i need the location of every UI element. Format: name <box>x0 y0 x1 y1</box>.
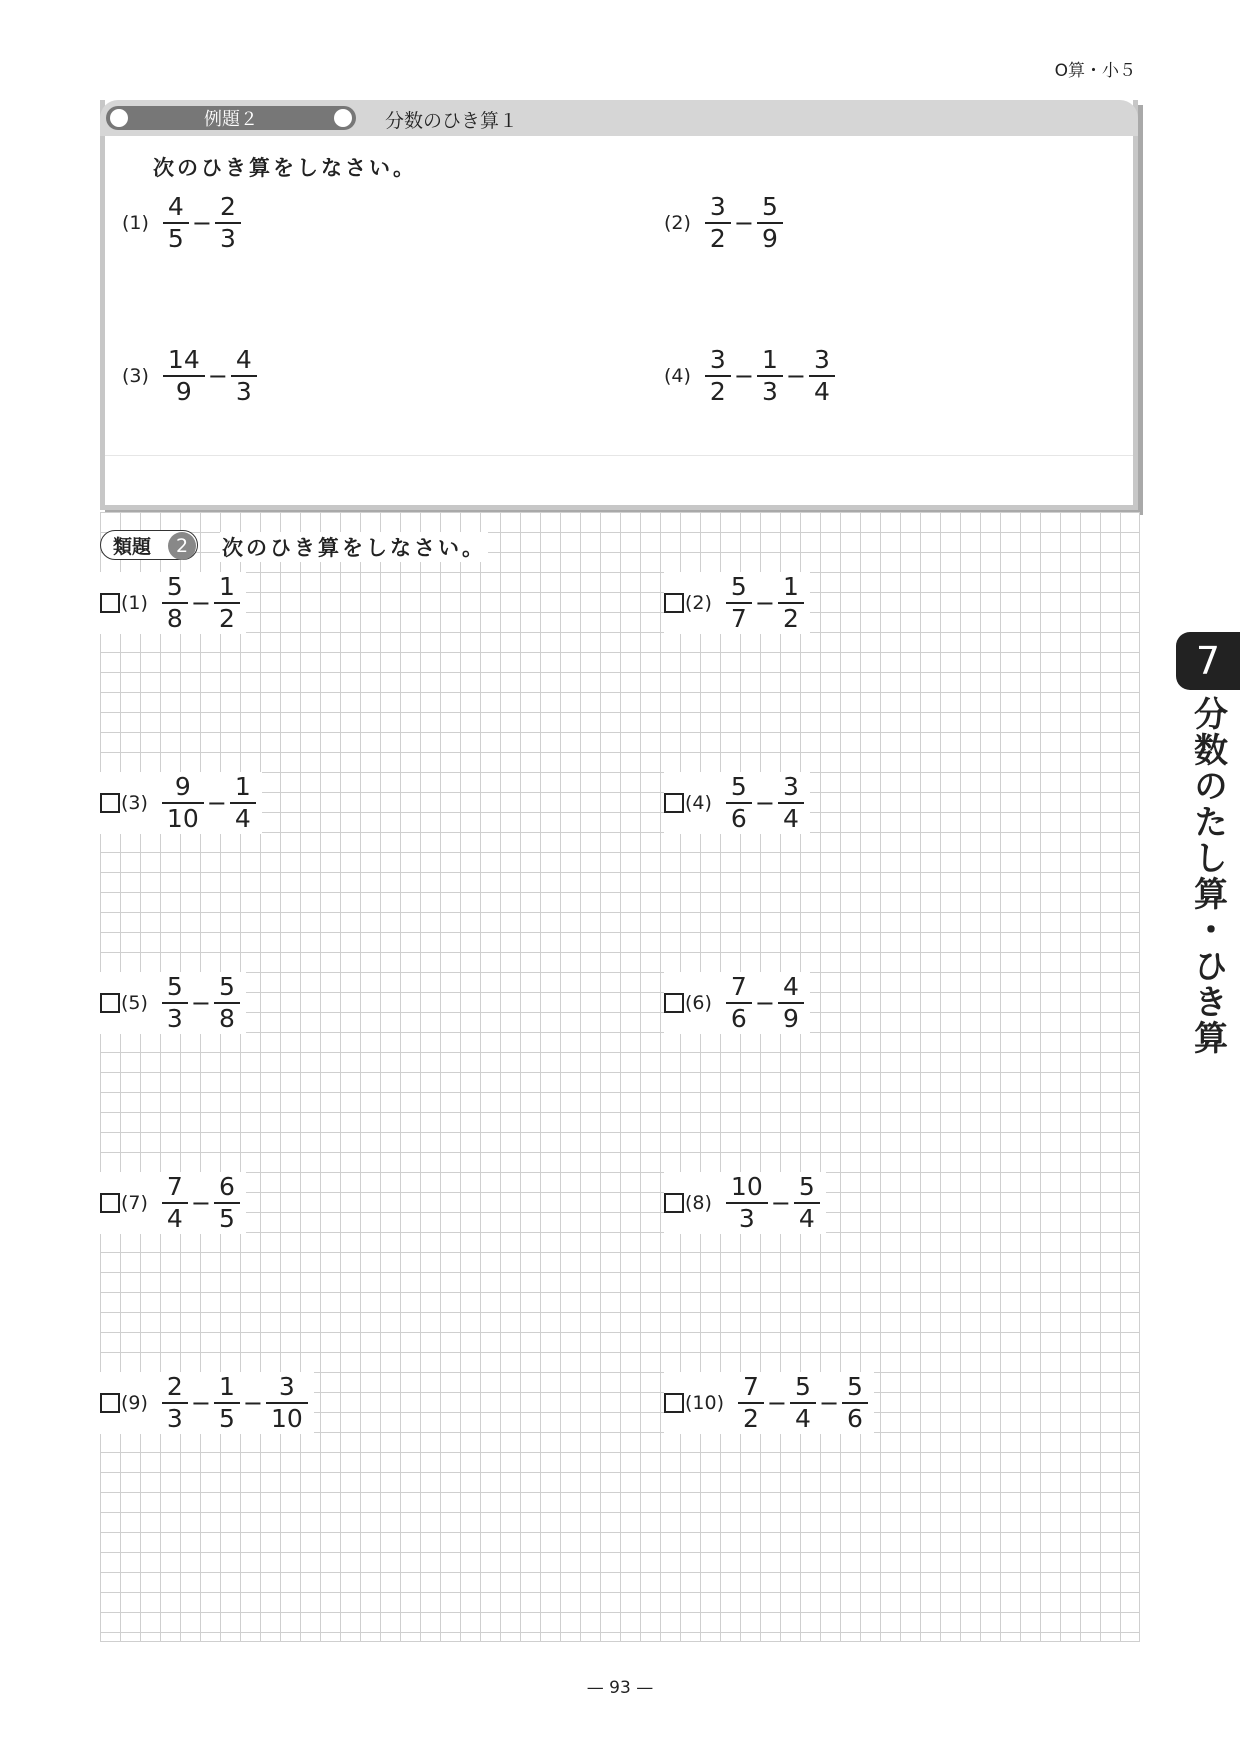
numerator: 3 <box>709 192 726 221</box>
denominator: 4 <box>795 1404 811 1433</box>
minus-sign: − <box>818 1389 840 1417</box>
problem-expression <box>162 1172 240 1234</box>
checkbox[interactable] <box>664 793 684 813</box>
problem-expression <box>162 972 240 1034</box>
problem-expression <box>726 572 804 634</box>
problem-number: (10) <box>685 1392 725 1414</box>
denominator: 2 <box>782 604 799 633</box>
numerator: 5 <box>166 572 183 601</box>
ruidai-problem-4 <box>664 772 810 834</box>
numerator: 1 <box>761 345 778 374</box>
numerator: 2 <box>166 1372 183 1401</box>
denominator: 3 <box>219 224 236 253</box>
minus-sign: − <box>207 362 228 390</box>
denominator: 2 <box>743 1404 759 1433</box>
minus-sign: − <box>190 1189 211 1217</box>
minus-sign: − <box>754 589 775 617</box>
numerator: 7 <box>166 1172 183 1201</box>
fraction <box>705 345 731 407</box>
divider <box>105 455 1133 456</box>
numerator: 5 <box>218 972 235 1001</box>
numerator: 4 <box>235 345 252 374</box>
problem-expression <box>726 972 804 1034</box>
checkbox[interactable] <box>664 1393 684 1413</box>
minus-sign: − <box>754 989 775 1017</box>
denominator: 6 <box>730 804 747 833</box>
fraction <box>162 972 188 1034</box>
problem-expression <box>738 1372 868 1434</box>
fraction <box>162 1372 188 1434</box>
denominator: 5 <box>218 1404 235 1433</box>
fraction <box>214 1372 240 1434</box>
numerator: 5 <box>166 972 183 1001</box>
example-instruction: 次のひき算をしなさい。 <box>153 156 417 180</box>
ruidai-instruction: 次のひき算をしなさい。 <box>220 532 488 562</box>
denominator: 5 <box>218 1204 235 1233</box>
ruidai-problem-10 <box>664 1372 874 1434</box>
problem-expression <box>162 772 256 834</box>
fraction <box>738 1372 764 1434</box>
circle-icon <box>334 109 352 127</box>
numerator: 9 <box>174 772 191 801</box>
denominator: 6 <box>847 1404 863 1433</box>
numerator: 3 <box>278 1372 295 1401</box>
problem-number: (8) <box>685 1192 712 1214</box>
denominator: 4 <box>813 377 830 406</box>
fraction <box>726 972 752 1034</box>
numerator: 14 <box>167 345 200 374</box>
numerator: 5 <box>847 1372 863 1401</box>
denominator: 10 <box>270 1404 303 1433</box>
problem-expression <box>726 772 804 834</box>
denominator: 7 <box>730 604 747 633</box>
fraction <box>790 1372 816 1434</box>
ruidai-problem-3 <box>100 772 262 834</box>
numerator: 1 <box>218 572 235 601</box>
denominator: 9 <box>782 1004 799 1033</box>
problem-expression <box>705 345 835 407</box>
fraction <box>842 1372 868 1434</box>
denominator: 9 <box>175 377 192 406</box>
minus-sign: − <box>190 1389 211 1417</box>
fraction <box>214 972 240 1034</box>
example-box <box>100 100 1138 510</box>
circle-icon <box>110 109 128 127</box>
problem-number: (4) <box>685 792 712 814</box>
fraction <box>705 192 731 254</box>
ruidai-number: 2 <box>168 532 196 560</box>
fraction <box>726 1172 768 1234</box>
numerator: 5 <box>795 1372 811 1401</box>
fraction <box>778 572 804 634</box>
numerator: 2 <box>219 192 236 221</box>
problem-number: (2) <box>664 212 691 234</box>
answer-grid[interactable] <box>100 512 1140 1642</box>
fraction <box>215 192 241 254</box>
fraction <box>214 572 240 634</box>
numerator: 10 <box>730 1172 763 1201</box>
checkbox[interactable] <box>100 1193 120 1213</box>
denominator: 4 <box>782 804 799 833</box>
denominator: 4 <box>798 1204 815 1233</box>
denominator: 2 <box>709 224 726 253</box>
fraction <box>757 192 783 254</box>
ruidai-problem-6 <box>664 972 810 1034</box>
minus-sign: − <box>242 1389 263 1417</box>
minus-sign: − <box>190 989 211 1017</box>
checkbox[interactable] <box>664 593 684 613</box>
minus-sign: − <box>733 209 754 237</box>
series-label: O算・小５ <box>1054 61 1136 81</box>
minus-sign: − <box>190 589 211 617</box>
ruidai-problem-9 <box>100 1372 314 1434</box>
fraction <box>162 572 188 634</box>
example-tag-label: 例題２ <box>204 109 258 130</box>
numerator: 4 <box>782 972 799 1001</box>
numerator: 1 <box>782 572 799 601</box>
numerator: 5 <box>730 772 747 801</box>
fraction <box>726 572 752 634</box>
fraction <box>778 772 804 834</box>
page-number: — 93 — <box>586 1678 654 1698</box>
problem-expression <box>705 192 783 254</box>
numerator: 3 <box>709 345 726 374</box>
problem-expression <box>726 1172 820 1234</box>
fraction <box>266 1372 308 1434</box>
fraction <box>163 192 189 254</box>
numerator: 7 <box>730 972 747 1001</box>
numerator: 5 <box>761 192 778 221</box>
problem-number: (6) <box>685 992 712 1014</box>
minus-sign: − <box>206 789 227 817</box>
checkbox[interactable] <box>100 793 120 813</box>
problem-number: (1) <box>122 212 149 234</box>
minus-sign: − <box>785 362 806 390</box>
denominator: 3 <box>738 1204 755 1233</box>
numerator: 4 <box>167 192 184 221</box>
denominator: 8 <box>166 604 183 633</box>
problem-number: (9) <box>121 1392 148 1414</box>
fraction <box>809 345 835 407</box>
ruidai-problem-1 <box>100 572 246 634</box>
numerator: 1 <box>218 1372 235 1401</box>
checkbox[interactable] <box>664 993 684 1013</box>
ruidai-tag-label: 類題 <box>113 535 152 558</box>
problem-number: (5) <box>121 992 148 1014</box>
example-problem-1 <box>122 192 247 254</box>
denominator: 4 <box>166 1204 183 1233</box>
problem-expression <box>163 192 241 254</box>
denominator: 3 <box>166 1004 183 1033</box>
problem-number: (3) <box>122 365 149 387</box>
chapter-title: 分数のたし算・ひき算 <box>1187 696 1228 1056</box>
problem-expression <box>163 345 257 407</box>
minus-sign: − <box>754 789 775 817</box>
numerator: 5 <box>798 1172 815 1201</box>
problem-expression <box>162 1372 308 1434</box>
ruidai-problem-2 <box>664 572 810 634</box>
checkbox[interactable] <box>100 593 120 613</box>
ruidai-problem-5 <box>100 972 246 1034</box>
checkbox[interactable] <box>100 993 120 1013</box>
checkbox[interactable] <box>100 1393 120 1413</box>
numerator: 5 <box>730 572 747 601</box>
numerator: 3 <box>782 772 799 801</box>
example-problem-4 <box>664 345 841 407</box>
fraction <box>230 772 256 834</box>
problem-number: (3) <box>121 792 148 814</box>
problem-number: (4) <box>664 365 691 387</box>
fraction <box>162 1172 188 1234</box>
fraction <box>757 345 783 407</box>
denominator: 3 <box>166 1404 183 1433</box>
example-header-bar <box>100 100 1138 136</box>
fraction <box>794 1172 820 1234</box>
chapter-number-tab: 7 <box>1176 632 1240 690</box>
denominator: 3 <box>235 377 252 406</box>
minus-sign: − <box>766 1389 788 1417</box>
fraction <box>162 772 204 834</box>
fraction <box>231 345 257 407</box>
denominator: 4 <box>234 804 251 833</box>
numerator: 3 <box>813 345 830 374</box>
ruidai-problem-7 <box>100 1172 246 1234</box>
problem-number: (2) <box>685 592 712 614</box>
minus-sign: − <box>733 362 754 390</box>
denominator: 10 <box>166 804 199 833</box>
example-problem-3 <box>122 345 263 407</box>
numerator: 7 <box>743 1372 759 1401</box>
fraction <box>778 972 804 1034</box>
denominator: 8 <box>218 1004 235 1033</box>
numerator: 1 <box>234 772 251 801</box>
denominator: 3 <box>761 377 778 406</box>
minus-sign: − <box>191 209 212 237</box>
denominator: 5 <box>167 224 184 253</box>
denominator: 2 <box>709 377 726 406</box>
fraction <box>163 345 205 407</box>
example-tag <box>106 106 356 130</box>
minus-sign: − <box>770 1189 791 1217</box>
ruidai-problem-8 <box>664 1172 826 1234</box>
numerator: 6 <box>218 1172 235 1201</box>
denominator: 2 <box>218 604 235 633</box>
example-title: 分数のひき算１ <box>385 110 519 132</box>
denominator: 6 <box>730 1004 747 1033</box>
fraction <box>214 1172 240 1234</box>
problem-number: (1) <box>121 592 148 614</box>
problem-expression <box>162 572 240 634</box>
problem-number: (7) <box>121 1192 148 1214</box>
checkbox[interactable] <box>664 1193 684 1213</box>
denominator: 9 <box>761 224 778 253</box>
fraction <box>726 772 752 834</box>
example-problem-2 <box>664 192 789 254</box>
